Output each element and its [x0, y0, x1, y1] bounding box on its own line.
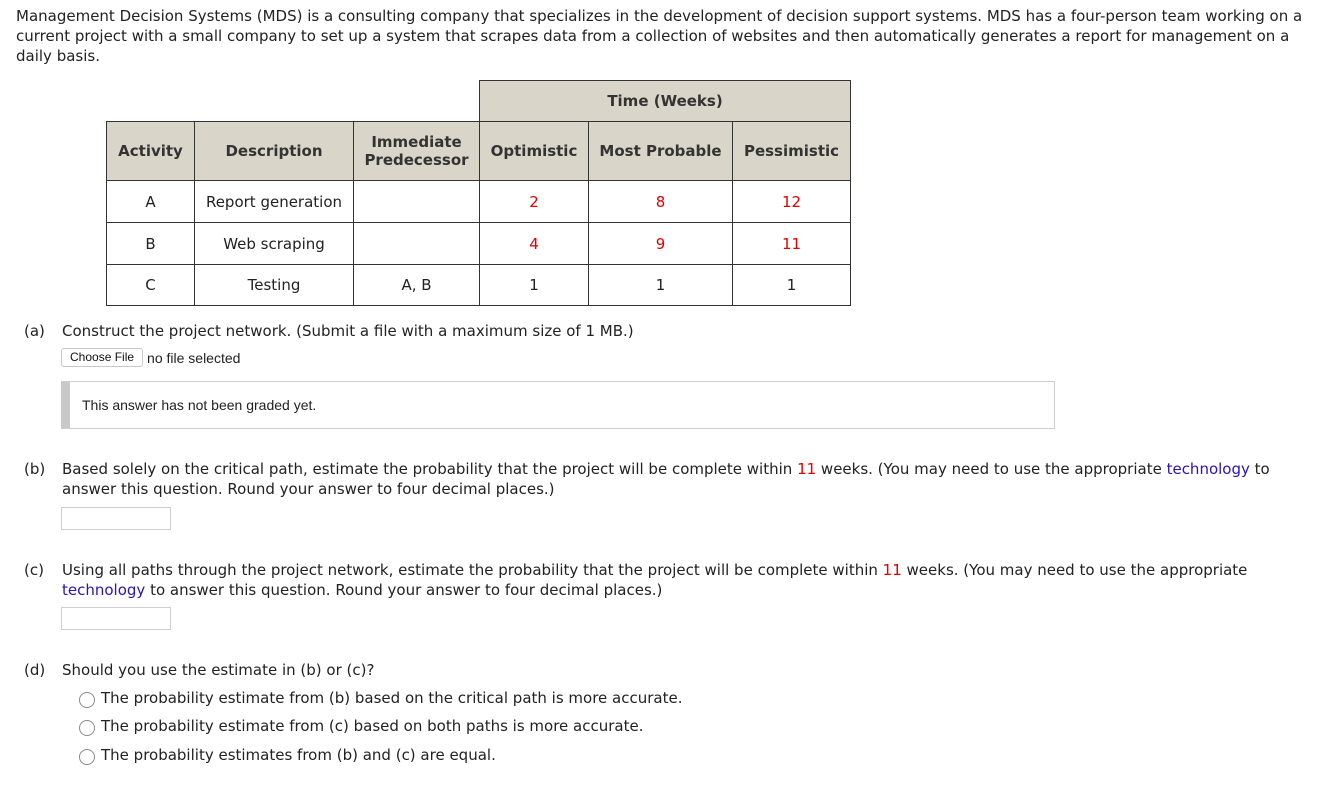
question-b — [24, 459, 1314, 499]
activity-time-table — [106, 80, 851, 306]
table-row — [107, 265, 851, 306]
option-label: The probability estimate from (c) based on both paths is more accurate. — [101, 717, 644, 735]
activity-cell: C — [107, 265, 195, 306]
predecessor-cell — [354, 181, 480, 223]
predecessor-cell: A, B — [354, 265, 480, 306]
question-d-label: (d) — [24, 661, 46, 679]
activity-cell: B — [107, 223, 195, 265]
radio-icon[interactable] — [79, 749, 95, 765]
optimistic-cell: 4 — [480, 223, 589, 265]
problem-intro: Management Decision Systems (MDS) is a consulting company that specializes in the development of decision support systems. MDS has a four-person team working on a current project with a small company to set up a system that scrapes data from a collection of websites and then automatically generates a report for management on a daily basis. — [16, 7, 1303, 65]
activity-header: Activity — [107, 122, 195, 181]
answer-b-input[interactable] — [61, 507, 171, 530]
option-both-paths[interactable] — [79, 716, 643, 736]
choose-file-button[interactable]: Choose File — [61, 348, 143, 367]
predecessor-cell — [354, 223, 480, 265]
graded-note: This answer has not been graded yet. — [61, 381, 1055, 429]
optimistic-header: Optimistic — [480, 122, 589, 181]
pessimistic-cell: 12 — [733, 181, 851, 223]
file-upload — [61, 348, 240, 367]
weeks-value: 11 — [882, 561, 902, 579]
description-header: Description — [195, 122, 354, 181]
file-status: no file selected — [147, 349, 241, 366]
optimistic-cell: 1 — [480, 265, 589, 306]
radio-icon[interactable] — [79, 720, 95, 736]
activity-cell: A — [107, 181, 195, 223]
most-probable-cell: 8 — [589, 181, 733, 223]
pessimistic-cell: 11 — [733, 223, 851, 265]
answer-c-input[interactable] — [61, 607, 171, 630]
pessimistic-header: Pessimistic — [733, 122, 851, 181]
question-b-text: Based solely on the critical path, estimate the probability that the project will be complete within 11 weeks. (You may need to use the appropriate technology to answer this question. Round your answer to four decimal places.) — [62, 460, 1270, 498]
option-critical-path[interactable] — [79, 688, 682, 708]
most-probable-cell: 1 — [589, 265, 733, 306]
most-probable-cell: 9 — [589, 223, 733, 265]
option-label: The probability estimates from (b) and (c) are equal. — [101, 746, 496, 764]
question-a-text: Construct the project network. (Submit a file with a maximum size of 1 MB.) — [62, 322, 634, 340]
technology-link[interactable]: technology — [62, 581, 146, 599]
description-cell: Report generation — [195, 181, 354, 223]
weeks-value: 11 — [797, 460, 817, 478]
description-cell: Web scraping — [195, 223, 354, 265]
time-weeks-header: Time (Weeks) — [480, 81, 851, 122]
description-cell: Testing — [195, 265, 354, 306]
most-probable-header: Most Probable — [589, 122, 733, 181]
question-c-text: Using all paths through the project network, estimate the probability that the project will be complete within 11 weeks. (You may need to use the appropriate technology to answer this question. Round your answer to four decimal places.) — [62, 561, 1248, 599]
table-row — [107, 181, 851, 223]
question-c-label: (c) — [24, 561, 44, 579]
question-d-text: Should you use the estimate in (b) or (c)? — [62, 661, 375, 679]
radio-icon[interactable] — [79, 692, 95, 708]
question-c — [24, 560, 1314, 600]
optimistic-cell: 2 — [480, 181, 589, 223]
technology-link[interactable]: technology — [1166, 460, 1250, 478]
option-equal[interactable] — [79, 745, 496, 765]
predecessor-header: Immediate Predecessor — [354, 122, 480, 181]
question-a-label: (a) — [24, 322, 45, 340]
pessimistic-cell: 1 — [733, 265, 851, 306]
option-label: The probability estimate from (b) based on the critical path is more accurate. — [101, 689, 683, 707]
table-row — [107, 223, 851, 265]
question-b-label: (b) — [24, 460, 46, 478]
